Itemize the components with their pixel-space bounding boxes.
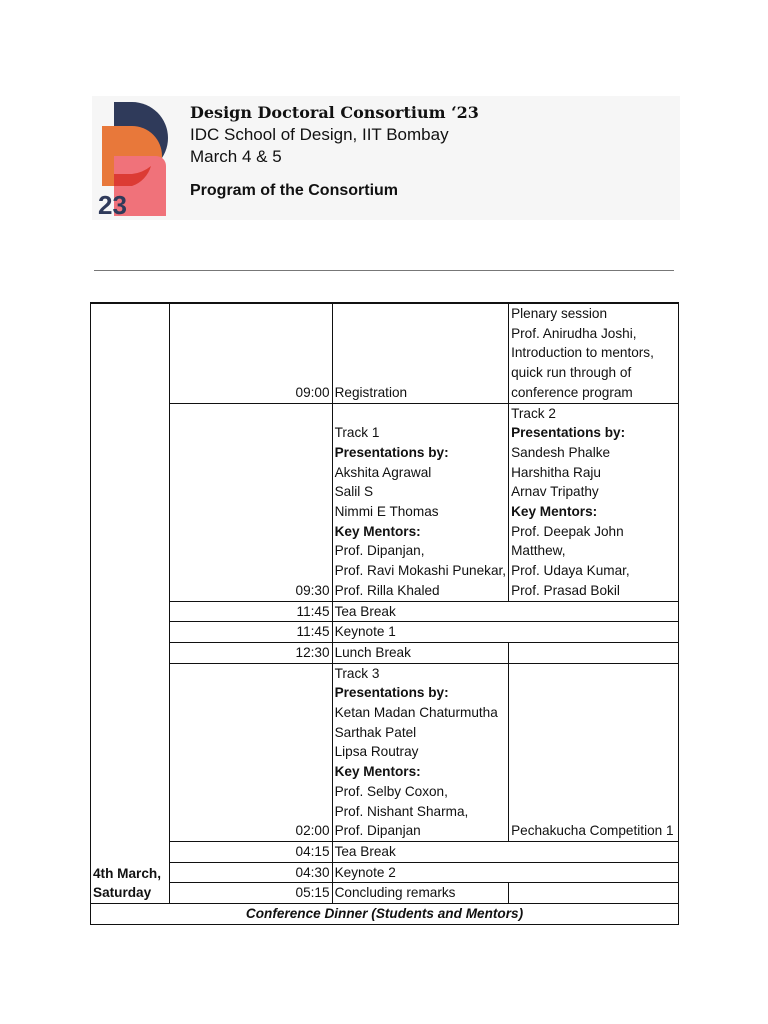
day-cell [91,303,170,904]
presenter: Akshita Agrawal [334,464,432,480]
header-text-block [190,102,479,200]
mentors-label: Key Mentors: [334,764,421,780]
consortium-header [92,96,680,220]
consortium-venue: IDC School of Design, IIT Bombay [190,125,449,144]
mentor: Prof. Rilla Khaled [334,582,440,598]
table-row [91,642,679,663]
day-weekday: Saturday [93,885,152,901]
empty-cell [509,642,679,663]
table-row [91,601,679,622]
mentor: Prof. Dipanjan, [334,543,425,559]
plenary-cell [509,303,679,403]
time-cell: 02:00 [169,663,332,841]
dinner-cell: Conference Dinner (Students and Mentors) [91,904,679,925]
presentations-label: Presentations by: [511,425,626,441]
mentor: Matthew, [511,543,566,559]
presenter: Sandesh Phalke [511,444,611,460]
activity-cell: Lunch Break [332,642,509,663]
mentor: Prof. Dipanjan [334,823,421,839]
mentors-label: Key Mentors: [334,523,421,539]
time-cell: 11:45 [169,622,332,643]
time-cell: 11:45 [169,601,332,622]
presentations-label: Presentations by: [334,444,449,460]
presenter: Harshitha Raju [511,464,601,480]
table-row [91,904,679,925]
presenter: Arnav Tripathy [511,484,599,500]
time-cell: 05:15 [169,883,332,904]
track1-cell [332,403,509,601]
activity-cell: Keynote 2 [332,862,678,883]
consortium-dates: March 4 & 5 [190,147,282,166]
table-row [91,862,679,883]
track-title: Track 2 [511,405,556,421]
table-row [91,303,679,403]
mentor: Prof. Prasad Bokil [511,582,620,598]
activity-cell: Registration [332,303,509,403]
track-title: Track 1 [334,425,380,441]
time-cell: 04:15 [169,841,332,862]
pechakucha-cell: Pechakucha Competition 1 [509,663,679,841]
track2-cell [509,403,679,601]
time-cell: 12:30 [169,642,332,663]
consortium-logo-icon [96,100,168,216]
table-row [91,883,679,904]
plenary-line: conference program [511,384,633,400]
horizontal-divider [94,270,674,271]
program-table [90,302,679,925]
presenter: Sarthak Patel [334,724,417,740]
mentor: Prof. Udaya Kumar, [511,563,630,579]
activity-cell: Tea Break [332,841,678,862]
empty-cell [509,883,679,904]
activity-cell: Concluding remarks [332,883,509,904]
presenter: Ketan Madan Chaturmutha [334,705,498,721]
mentor: Prof. Deepak John [511,523,624,539]
track-title: Track 3 [334,665,380,681]
table-row [91,622,679,643]
logo-number: 23 [98,190,127,216]
time-cell: 09:00 [169,303,332,403]
activity-cell: Keynote 1 [332,622,678,643]
presentations-label: Presentations by: [334,685,449,701]
mentor: Prof. Selby Coxon, [334,783,448,799]
program-heading: Program of the Consortium [190,182,399,199]
consortium-title: Design Doctoral Consortium ‘23 [190,103,479,122]
mentor: Prof. Ravi Mokashi Punekar, [334,563,507,579]
activity-cell: Tea Break [332,601,678,622]
plenary-line: Plenary session [511,306,608,321]
mentor: Prof. Nishant Sharma, [334,803,469,819]
presenter: Lipsa Routray [334,744,419,760]
time-cell: 04:30 [169,862,332,883]
time-cell: 09:30 [169,403,332,601]
presenter: Nimmi E Thomas [334,504,439,520]
mentors-label: Key Mentors: [511,504,598,520]
plenary-line: Prof. Anirudha Joshi, [511,325,637,341]
table-row [91,841,679,862]
table-row [91,663,679,841]
track3-cell [332,663,509,841]
table-row [91,403,679,601]
presenter: Salil S [334,484,374,500]
day-date: 4th March, [93,865,161,881]
plenary-line: quick run through of [511,365,632,381]
plenary-line: Introduction to mentors, [511,345,654,361]
